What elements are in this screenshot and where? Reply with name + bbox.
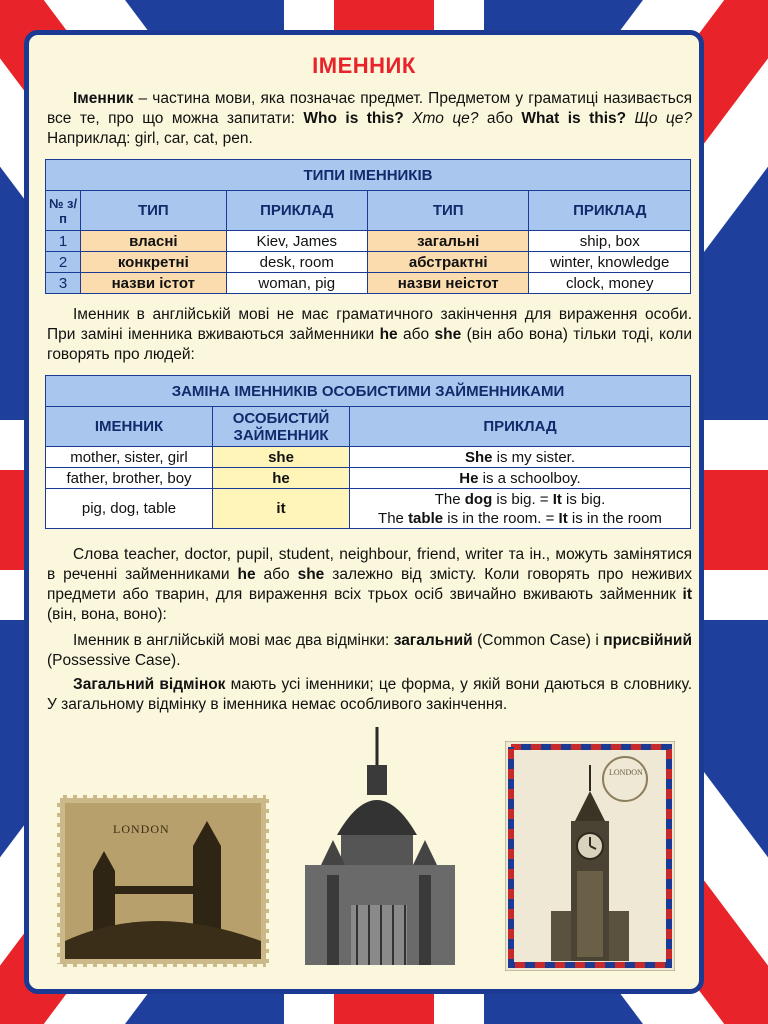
col-header: ПРИКЛАД [226, 191, 367, 231]
table-row: 1 власні Kiev, James загальні ship, box [46, 231, 691, 252]
col-header: ІМЕННИК [46, 407, 213, 447]
intro-paragraph: Іменник – частина мови, яка позначає предмет. Предметом у граматиці називається все те, про що можна запитати: Who is this? Хто це? або What is this? Що це? Наприклад: girl, car, cat, pen. [47, 90, 693, 147]
table-row: pig, dog, table it The dog is big. = It is big. The table is in the room. = It is in the room [46, 489, 691, 529]
col-header: ТИП [367, 191, 529, 231]
table-row: 2 конкретні desk, room абстрактні winter, knowledge [46, 252, 691, 273]
table-caption: ЗАМІНА ІМЕННИКІВ ОСОБИСТИМИ ЗАЙМЕННИКАМИ [46, 376, 691, 407]
table-row: father, brother, boy he He is a schoolboy. [46, 468, 691, 489]
noun-types-table [45, 159, 691, 294]
col-header: ПРИКЛАД [350, 407, 691, 447]
col-header: ОСОБИСТИЙ ЗАЙМЕННИК [213, 407, 350, 447]
table-row: 3 назви істот woman, pig назви неістот clock, money [46, 273, 691, 294]
col-header: ТИП [81, 191, 226, 231]
postmark-label: LONDON [609, 768, 643, 777]
pronoun-paragraph: Іменник в англійській мові не має граматичного закінчення для вираження особи. При заміні іменника вживаються займенники he або she (він або вона) тільки тоді, коли говорять про людей: [47, 306, 692, 363]
col-header: ПРИКЛАД [529, 191, 691, 231]
cases-paragraph: Іменник в англійській мові має два відмінки: загальний (Common Case) і присвійний (Possessive Case). [47, 632, 692, 669]
page-title: ІМЕННИК [312, 53, 416, 78]
common-case-paragraph: Загальний відмінок мають усі іменники; це форма, у якій вони даються в словнику. У загальному відмінку в іменника немає особливого закінчення. [47, 676, 692, 713]
table-caption: ТИПИ ІМЕННИКІВ [46, 160, 691, 191]
big-ben-airmail-postcard [505, 741, 675, 971]
stamp-label: LONDON [113, 822, 170, 836]
gender-paragraph: Слова teacher, doctor, pupil, student, neighbour, friend, writer та ін., можуть замінятися в реченні займенниками he або she залежно від змісту. Коли говорять про неживих предмети або тварин, для вираження всіх трьох осіб звичайно вживають займенник it (він, вона, воно): [47, 546, 692, 623]
content-panel [24, 30, 704, 994]
col-header: № з/п [46, 191, 81, 231]
pronoun-replacement-table [45, 375, 691, 529]
st-pauls-cathedral-illustration [291, 725, 491, 975]
tower-bridge-stamp [53, 791, 273, 971]
table-row: mother, sister, girl she She is my sister. [46, 447, 691, 468]
